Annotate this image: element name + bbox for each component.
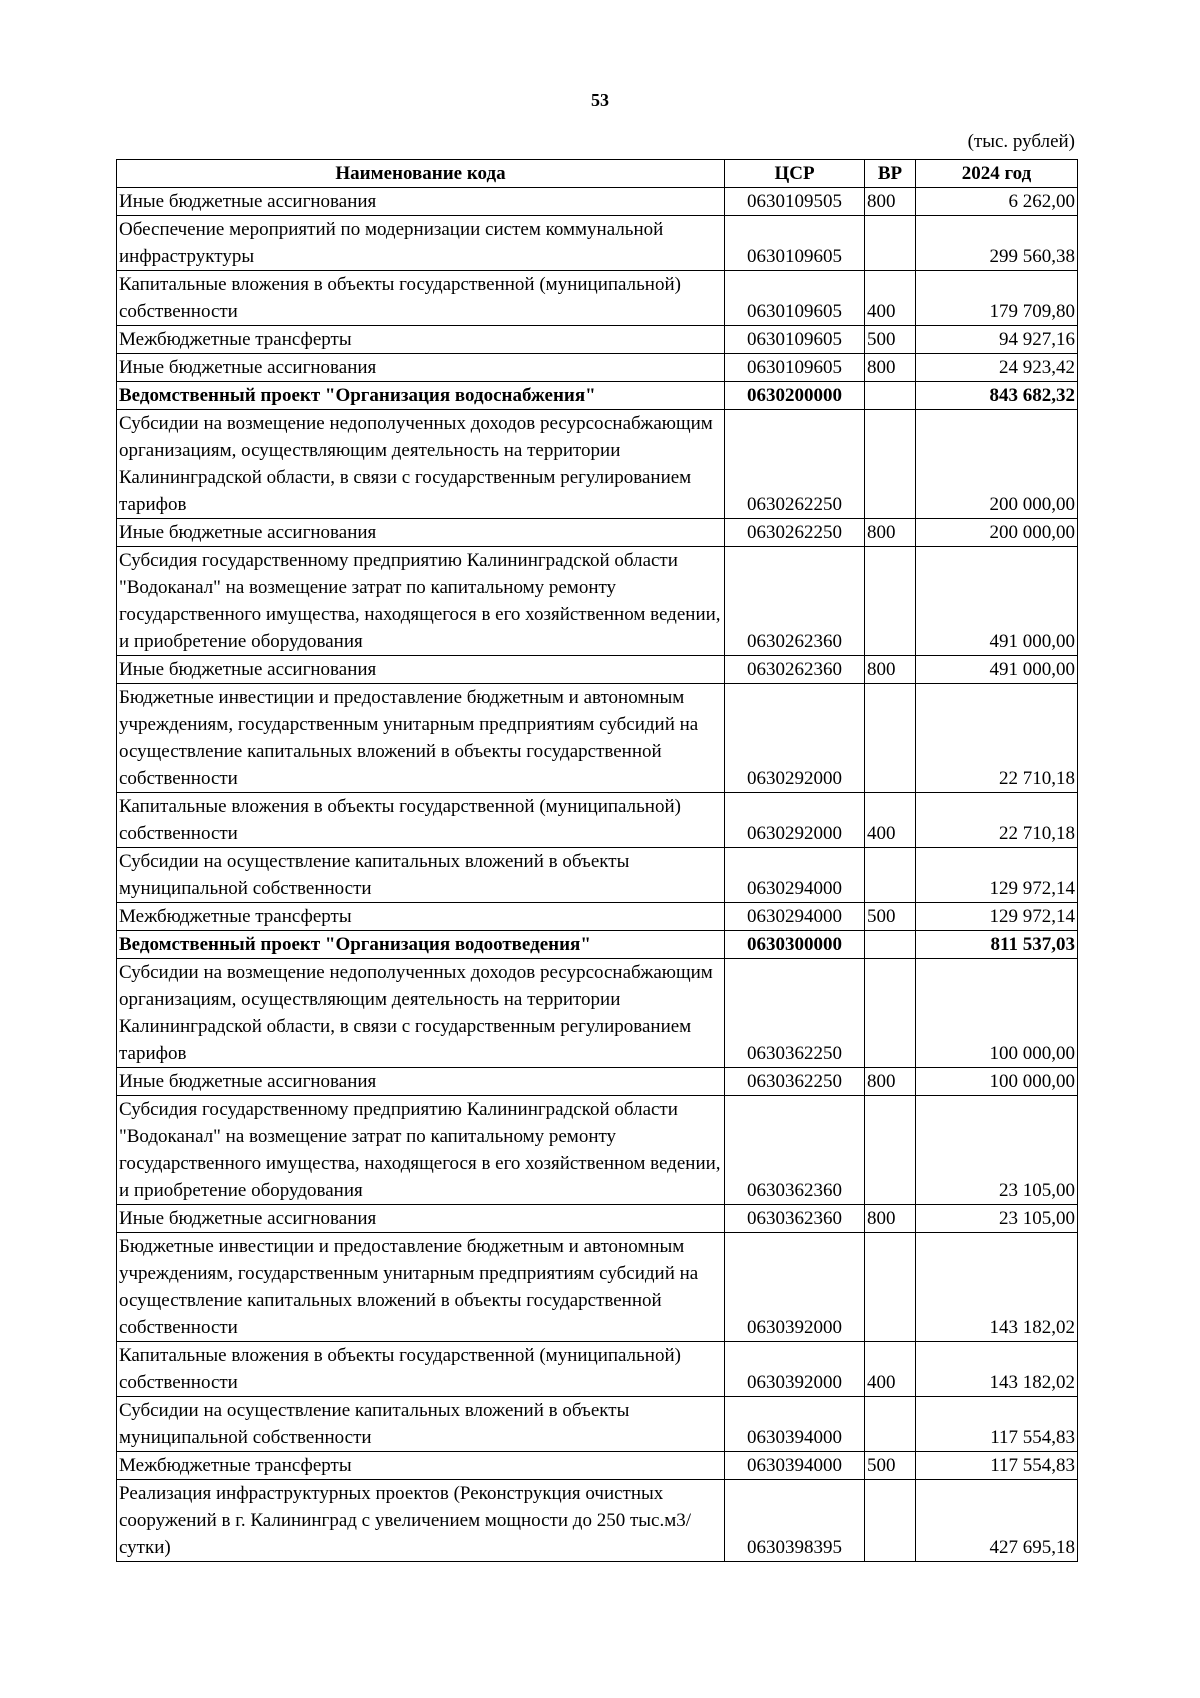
cell-vr <box>865 1397 916 1452</box>
cell-vr <box>865 1096 916 1205</box>
cell-sum: 6 262,00 <box>916 188 1078 216</box>
table-body <box>117 188 1078 1562</box>
table-row <box>117 656 1078 684</box>
cell-csr: 0630292000 <box>725 684 865 793</box>
cell-sum: 22 710,18 <box>916 793 1078 848</box>
table-row <box>117 903 1078 931</box>
cell-sum: 100 000,00 <box>916 959 1078 1068</box>
table-row <box>117 188 1078 216</box>
table-row <box>117 1342 1078 1397</box>
cell-sum: 143 182,02 <box>916 1233 1078 1342</box>
cell-sum: 22 710,18 <box>916 684 1078 793</box>
cell-vr <box>865 382 916 410</box>
cell-vr: 500 <box>865 326 916 354</box>
cell-sum: 200 000,00 <box>916 410 1078 519</box>
cell-sum: 143 182,02 <box>916 1342 1078 1397</box>
cell-sum: 100 000,00 <box>916 1068 1078 1096</box>
cell-sum: 843 682,32 <box>916 382 1078 410</box>
cell-csr: 0630294000 <box>725 848 865 903</box>
cell-csr: 0630362250 <box>725 959 865 1068</box>
cell-csr: 0630300000 <box>725 931 865 959</box>
cell-vr: 500 <box>865 903 916 931</box>
table-row <box>117 848 1078 903</box>
table-row <box>117 1233 1078 1342</box>
cell-name: Межбюджетные трансферты <box>117 326 725 354</box>
cell-vr <box>865 547 916 656</box>
cell-vr: 800 <box>865 354 916 382</box>
cell-csr: 0630109505 <box>725 188 865 216</box>
cell-vr: 800 <box>865 188 916 216</box>
cell-sum: 23 105,00 <box>916 1096 1078 1205</box>
cell-vr: 800 <box>865 1068 916 1096</box>
cell-vr <box>865 848 916 903</box>
cell-name: Реализация инфраструктурных проектов (Реконструкция очистных сооружений в г. Калининград с увеличением мощности до 250 тыс.м3/сутки) <box>117 1480 725 1562</box>
cell-csr: 0630109605 <box>725 271 865 326</box>
page-number: 53 <box>591 90 609 110</box>
cell-csr: 0630262250 <box>725 519 865 547</box>
cell-sum: 24 923,42 <box>916 354 1078 382</box>
cell-sum: 491 000,00 <box>916 547 1078 656</box>
cell-name: Капитальные вложения в объекты государственной (муниципальной) собственности <box>117 1342 725 1397</box>
table-row <box>117 216 1078 271</box>
cell-name: Бюджетные инвестиции и предоставление бюджетным и автономным учреждениям, государственным унитарным предприятиям субсидий на осуществление капитальных вложений в объекты государственной собственности <box>117 1233 725 1342</box>
cell-name: Субсидии на осуществление капитальных вложений в объекты муниципальной собственности <box>117 848 725 903</box>
cell-csr: 0630262360 <box>725 656 865 684</box>
cell-csr: 0630392000 <box>725 1233 865 1342</box>
cell-vr: 800 <box>865 656 916 684</box>
cell-csr: 0630294000 <box>725 903 865 931</box>
table-row <box>117 959 1078 1068</box>
table-row <box>117 547 1078 656</box>
cell-name: Ведомственный проект "Организация водоотведения" <box>117 931 725 959</box>
cell-csr: 0630362250 <box>725 1068 865 1096</box>
cell-sum: 491 000,00 <box>916 656 1078 684</box>
cell-vr: 500 <box>865 1452 916 1480</box>
table-row <box>117 410 1078 519</box>
cell-name: Иные бюджетные ассигнования <box>117 656 725 684</box>
table-row <box>117 684 1078 793</box>
table-row <box>117 1480 1078 1562</box>
cell-vr <box>865 959 916 1068</box>
cell-name: Бюджетные инвестиции и предоставление бюджетным и автономным учреждениям, государственным унитарным предприятиям субсидий на осуществление капитальных вложений в объекты государственной собственности <box>117 684 725 793</box>
cell-csr: 0630262360 <box>725 547 865 656</box>
cell-vr: 400 <box>865 271 916 326</box>
cell-sum: 94 927,16 <box>916 326 1078 354</box>
cell-vr <box>865 216 916 271</box>
cell-name: Субсидии на осуществление капитальных вложений в объекты муниципальной собственности <box>117 1397 725 1452</box>
cell-sum: 129 972,14 <box>916 848 1078 903</box>
cell-vr: 800 <box>865 1205 916 1233</box>
cell-vr <box>865 1233 916 1342</box>
cell-csr: 0630362360 <box>725 1096 865 1205</box>
table-row <box>117 1205 1078 1233</box>
cell-name: Субсидии на возмещение недополученных доходов ресурсоснабжающим организациям, осуществляющим деятельность на территории Калининградской области, в связи с государственным регулированием тарифов <box>117 410 725 519</box>
cell-csr: 0630394000 <box>725 1452 865 1480</box>
header-vr: ВР <box>865 160 916 188</box>
cell-name: Иные бюджетные ассигнования <box>117 354 725 382</box>
table-row <box>117 931 1078 959</box>
cell-csr: 0630398395 <box>725 1480 865 1562</box>
table-row <box>117 382 1078 410</box>
cell-name: Капитальные вложения в объекты государственной (муниципальной) собственности <box>117 793 725 848</box>
table-row <box>117 1068 1078 1096</box>
cell-csr: 0630109605 <box>725 354 865 382</box>
cell-sum: 299 560,38 <box>916 216 1078 271</box>
table-row <box>117 519 1078 547</box>
table-row <box>117 1397 1078 1452</box>
cell-sum: 23 105,00 <box>916 1205 1078 1233</box>
cell-vr <box>865 684 916 793</box>
cell-name: Капитальные вложения в объекты государственной (муниципальной) собственности <box>117 271 725 326</box>
cell-sum: 427 695,18 <box>916 1480 1078 1562</box>
cell-name: Иные бюджетные ассигнования <box>117 519 725 547</box>
cell-sum: 129 972,14 <box>916 903 1078 931</box>
cell-vr: 400 <box>865 1342 916 1397</box>
cell-csr: 0630394000 <box>725 1397 865 1452</box>
cell-csr: 0630262250 <box>725 410 865 519</box>
cell-csr: 0630362360 <box>725 1205 865 1233</box>
cell-name: Субсидия государственному предприятию Калининградской области "Водоканал" на возмещение затрат по капитальному ремонту государственного имущества, находящегося в его хозяйственном ведении, и приобретение оборудования <box>117 547 725 656</box>
cell-vr <box>865 410 916 519</box>
cell-csr: 0630200000 <box>725 382 865 410</box>
header-name: Наименование кода <box>117 160 725 188</box>
table-row <box>117 1452 1078 1480</box>
cell-name: Обеспечение мероприятий по модернизации систем коммунальной инфраструктуры <box>117 216 725 271</box>
cell-csr: 0630109605 <box>725 326 865 354</box>
table-row <box>117 326 1078 354</box>
cell-vr <box>865 1480 916 1562</box>
header-csr: ЦСР <box>725 160 865 188</box>
table-row <box>117 793 1078 848</box>
cell-csr: 0630292000 <box>725 793 865 848</box>
cell-name: Иные бюджетные ассигнования <box>117 1068 725 1096</box>
cell-name: Иные бюджетные ассигнования <box>117 1205 725 1233</box>
table-row <box>117 271 1078 326</box>
table-row <box>117 354 1078 382</box>
cell-csr: 0630109605 <box>725 216 865 271</box>
table-row <box>117 1096 1078 1205</box>
cell-vr: 400 <box>865 793 916 848</box>
header-year: 2024 год <box>916 160 1078 188</box>
cell-sum: 117 554,83 <box>916 1452 1078 1480</box>
cell-name: Межбюджетные трансферты <box>117 1452 725 1480</box>
cell-sum: 200 000,00 <box>916 519 1078 547</box>
cell-name: Ведомственный проект "Организация водоснабжения" <box>117 382 725 410</box>
units-label: (тыс. рублей) <box>967 131 1075 152</box>
cell-csr: 0630392000 <box>725 1342 865 1397</box>
cell-name: Межбюджетные трансферты <box>117 903 725 931</box>
cell-name: Субсидия государственному предприятию Калининградской области "Водоканал" на возмещение затрат по капитальному ремонту государственного имущества, находящегося в его хозяйственном ведении, и приобретение оборудования <box>117 1096 725 1205</box>
cell-vr <box>865 931 916 959</box>
budget-table <box>116 159 1078 1562</box>
cell-sum: 117 554,83 <box>916 1397 1078 1452</box>
cell-sum: 811 537,03 <box>916 931 1078 959</box>
cell-sum: 179 709,80 <box>916 271 1078 326</box>
table-header-row <box>117 160 1078 188</box>
cell-name: Иные бюджетные ассигнования <box>117 188 725 216</box>
cell-name: Субсидии на возмещение недополученных доходов ресурсоснабжающим организациям, осуществляющим деятельность на территории Калининградской области, в связи с государственным регулированием тарифов <box>117 959 725 1068</box>
cell-vr: 800 <box>865 519 916 547</box>
